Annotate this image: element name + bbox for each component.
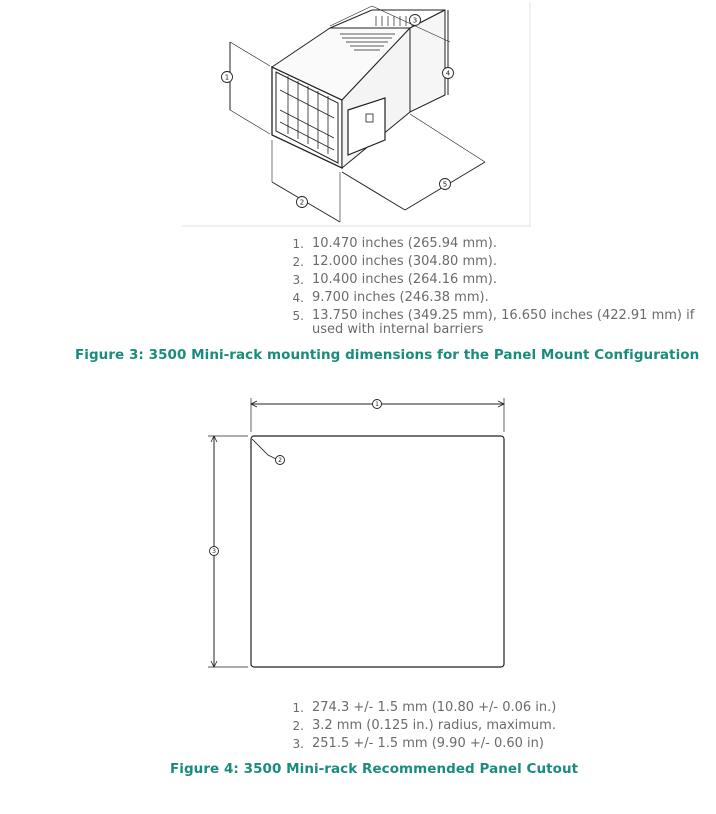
- list-item: 1. 10.470 inches (265.94 mm).: [292, 236, 497, 251]
- figure3-dimension-list: [289, 235, 694, 337]
- list-item: 3. 10.400 inches (264.16 mm).: [292, 272, 497, 287]
- callout-1-label: 1: [375, 401, 379, 409]
- callout-3-label: 3: [412, 16, 418, 25]
- list-item: 2. 3.2 mm (0.125 in.) radius, maximum.: [292, 718, 556, 733]
- callout-4-label: 4: [445, 69, 451, 78]
- callout-2-label: 2: [299, 198, 305, 207]
- callout-3-label: 3: [212, 548, 216, 556]
- list-item: 1. 274.3 +/- 1.5 mm (10.80 +/- 0.06 in.): [292, 700, 557, 715]
- list-item: 2. 12.000 inches (304.80 mm).: [292, 254, 497, 269]
- callout-1-label: 1: [224, 73, 230, 82]
- figure3-caption: Figure 3: 3500 Mini-rack mounting dimensions for the Panel Mount Configuration: [75, 347, 700, 363]
- figure3-rack-drawing: [180, 0, 535, 228]
- list-item: 5. 13.750 inches (349.25 mm), 16.650 inches (422.91 mm) if used with internal barriers: [292, 308, 695, 337]
- figure4-dimension-list: [289, 699, 556, 753]
- callout-2-label: 2: [278, 457, 282, 465]
- callout-5-label: 5: [442, 180, 448, 189]
- figure4-caption: Figure 4: 3500 Mini-rack Recommended Panel Cutout: [170, 761, 579, 777]
- list-item: 3. 251.5 +/- 1.5 mm (9.90 +/- 0.60 in): [292, 736, 544, 751]
- list-item: 4. 9.700 inches (246.38 mm).: [292, 290, 489, 305]
- figure4-cutout-drawing: [200, 392, 520, 677]
